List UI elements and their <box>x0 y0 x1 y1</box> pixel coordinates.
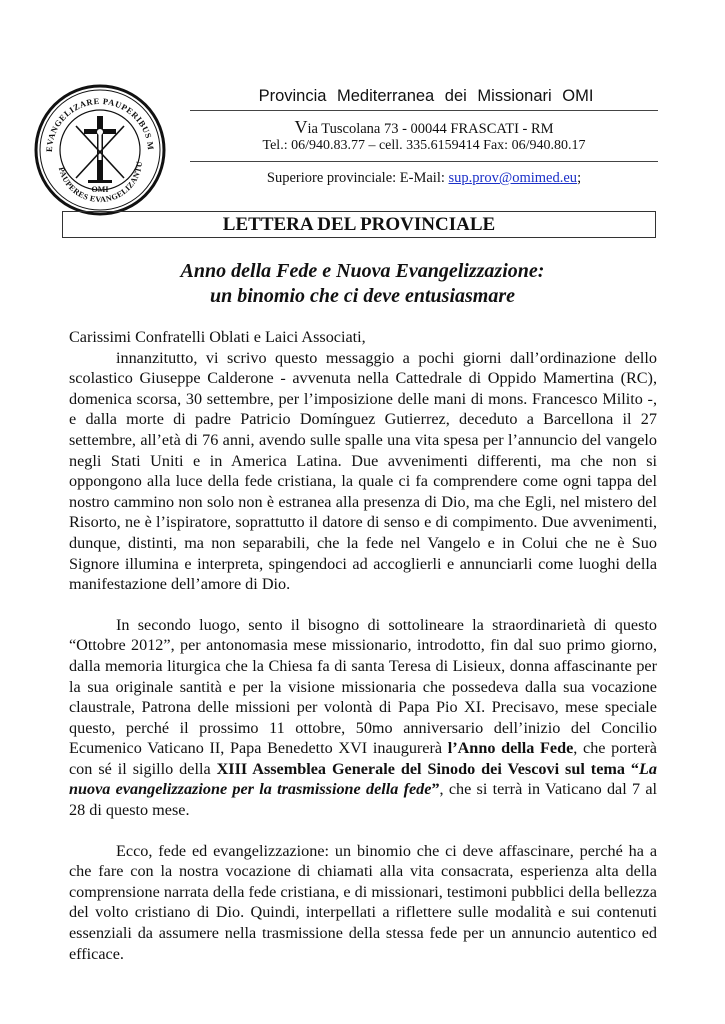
address-text: ia Tuscolana 73 - 00044 FRASCATI - RM <box>307 121 554 137</box>
email-suffix: ; <box>577 170 582 186</box>
document-title: LETTERA DEL PROVINCIALE <box>62 211 656 238</box>
paragraph-2-text-c: , che porterà con sé il sigillo della <box>69 739 657 778</box>
oblate-cross-seal-icon <box>32 82 168 218</box>
paragraph-1: innanzitutto, vi scrivo questo messaggio a pochi giorni dall’ordinazione dello scolastico Giuseppe Calderone - avvenuta nella Cattedrale di Oppido Mamertina (RC), domenica scorsa, 30 settembre, per l’imposizione delle mani di mons. Francesco Milito -, e dalla morte di padre Patricio Domínguez Gutierrez, deceduto a Barcellona il 27 settembre, all’età di 76 anni, avendo sulle spalle una vita spesa per l’annuncio del vangelo negli Stati Uniti e in America Latina. Due avvenimenti differenti, ma che non si oppongono alla luce della fede cristiana, la quale ci fa comprendere come ogni tappa del nostro cammino non solo non è estranea alla presenza di Dio, ma che Egli, nel mistero del Risorto, ne è l’ispiratore, soprattutto il datore di senso e di compimento. Due avvenimenti, dunque, distinti, ma non separabili, che la fede nel Vangelo e in Colui che ne è Suo Signore illumina e interpreta, spingendoci ad accoglierli e annunciarli come luoghi della manifestazione dell’amore di Dio. <box>69 348 657 594</box>
paragraph-2 <box>69 615 657 821</box>
address-line <box>190 111 658 138</box>
seal-bottom-text: PAUPERES EVANGELIZANTU <box>56 160 145 205</box>
letterhead <box>190 86 658 187</box>
subject-line-2: un binomio che ci deve entusiasmare <box>210 285 515 307</box>
letter-subject <box>0 259 725 309</box>
seal-center-text: OMI <box>91 185 109 194</box>
paragraph-3: Ecco, fede ed evangelizzazione: un binomio che ci deve affascinare, perché ha a che fare con la nostra vocazione di chiamati alla vita consacrata, esperienza alta della comprensione narrata della fede cristiana, e di missionari, testimoni pubblici della bellezza del volto cristiano di Dio. Quindi, interpellati a riflettere sulle modalità e sui contenuti essenziali da assumere nella trasmissione della stessa fede per un annuncio autentico ed efficace. <box>69 841 657 963</box>
anno-fede-bold: l’Anno della Fede <box>447 739 574 758</box>
paragraph-2-text-a: In secondo luogo, sento il bisogno di sottolineare la straordinarietà di questo “Ottobre 2012”, per antonomasia mese missionario, introdotto, fin dal suo primo giorno, dalla memoria liturgica che la Chiesa fa di santa Teresa di Lisieux, donna affascinante per la sua originale santità e per la visione missionaria che possedeva dalla sua vocazione claustrale, Patrona delle missioni per volontà di Papa Pio XI. Precisavo, mese speciale questo, perché il prossimo 11 ottobre, 50mo anniversario dell’inizio del Concilio Ecumenico Vaticano II, Papa Benedetto XVI inaugurerà <box>69 615 657 758</box>
email-line <box>190 162 658 187</box>
svg-text:EVANGELIZARE PAUPERIBUS MISIT <box>32 82 156 152</box>
province-title: Provincia Mediterranea dei Missionari OMI <box>258 87 594 105</box>
paragraph-2-text-g: , che si terrà in Vaticano dal 7 al 28 di questo mese. <box>69 780 658 820</box>
letter-greeting: Carissimi Confratelli Oblati e Laici Associati, <box>69 328 366 346</box>
email-link[interactable]: sup.prov@omimed.eu <box>448 170 578 186</box>
sinodo-bold: XIII Assemblea Generale del Sinodo dei Vescovi sul tema “ <box>216 759 640 778</box>
phone-line: Tel.: 06/940.83.77 – cell. 335.6159414 Fax: 06/940.80.17 <box>262 138 586 153</box>
seal-top-text: EVANGELIZARE PAUPERIBUS M <box>43 95 157 153</box>
address-initial: V <box>294 117 308 137</box>
sinodo-theme-italic: La nuova evangelizzazione per la trasmissione della fede <box>69 759 657 799</box>
subject-line-1: Anno della Fede e Nuova Evangelizzazione: <box>180 260 545 282</box>
closing-quote: ” <box>431 780 440 799</box>
email-label: Superiore provinciale: E-Mail: <box>266 170 449 186</box>
letter-body <box>69 327 657 964</box>
